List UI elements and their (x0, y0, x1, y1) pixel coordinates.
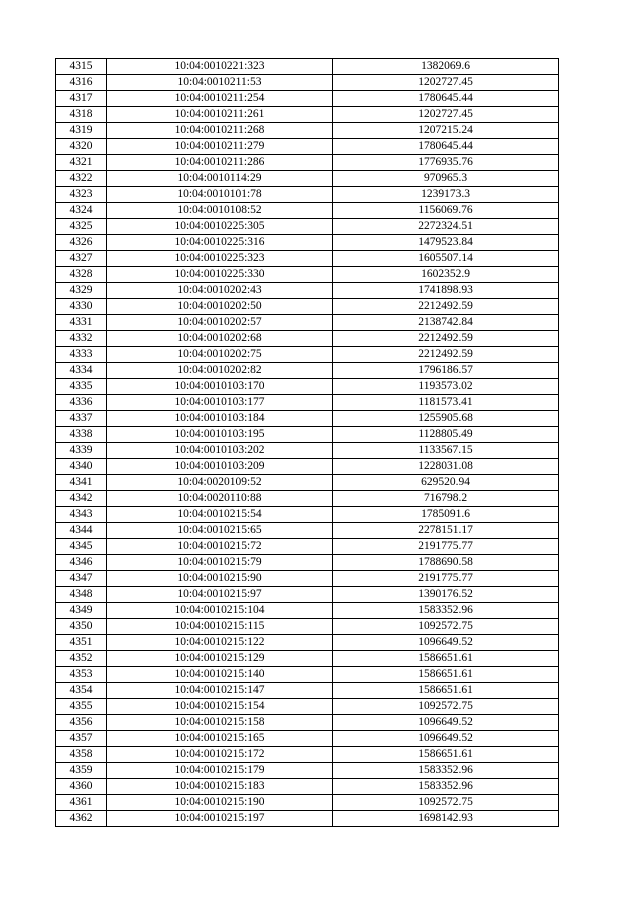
table-row (56, 347, 559, 363)
cadastral-number-cell: 10:04:0010211:279 (107, 139, 333, 155)
value-cell: 1092572.75 (333, 699, 559, 715)
value-cell: 2212492.59 (333, 299, 559, 315)
row-number-cell: 4317 (56, 91, 107, 107)
row-number-cell: 4349 (56, 603, 107, 619)
cadastral-number-cell: 10:04:0010215:179 (107, 763, 333, 779)
table-row (56, 763, 559, 779)
table-row (56, 667, 559, 683)
row-number-cell: 4319 (56, 123, 107, 139)
table-body (56, 59, 559, 827)
table-row (56, 59, 559, 75)
value-cell: 2138742.84 (333, 315, 559, 331)
value-cell: 1390176.52 (333, 587, 559, 603)
row-number-cell: 4333 (56, 347, 107, 363)
row-number-cell: 4345 (56, 539, 107, 555)
value-cell: 2272324.51 (333, 219, 559, 235)
value-cell: 1788690.58 (333, 555, 559, 571)
cadastral-number-cell: 10:04:0010221:323 (107, 59, 333, 75)
cadastral-number-cell: 10:04:0010211:254 (107, 91, 333, 107)
row-number-cell: 4362 (56, 811, 107, 827)
table-row (56, 155, 559, 171)
table-row (56, 779, 559, 795)
value-cell: 1133567.15 (333, 443, 559, 459)
value-cell: 1479523.84 (333, 235, 559, 251)
table-row (56, 187, 559, 203)
row-number-cell: 4329 (56, 283, 107, 299)
table-row (56, 619, 559, 635)
table-row (56, 603, 559, 619)
row-number-cell: 4354 (56, 683, 107, 699)
row-number-cell: 4326 (56, 235, 107, 251)
row-number-cell: 4347 (56, 571, 107, 587)
cadastral-number-cell: 10:04:0010215:183 (107, 779, 333, 795)
row-number-cell: 4360 (56, 779, 107, 795)
table-row (56, 651, 559, 667)
table-row (56, 699, 559, 715)
cadastral-number-cell: 10:04:0010101:78 (107, 187, 333, 203)
cadastral-number-cell: 10:04:0010215:115 (107, 619, 333, 635)
table-row (56, 363, 559, 379)
table-row (56, 459, 559, 475)
table-row (56, 731, 559, 747)
row-number-cell: 4336 (56, 395, 107, 411)
value-cell: 1586651.61 (333, 667, 559, 683)
table-row (56, 283, 559, 299)
value-cell: 1605507.14 (333, 251, 559, 267)
value-cell: 1785091.6 (333, 507, 559, 523)
row-number-cell: 4335 (56, 379, 107, 395)
row-number-cell: 4328 (56, 267, 107, 283)
row-number-cell: 4321 (56, 155, 107, 171)
table-row (56, 427, 559, 443)
table-row (56, 715, 559, 731)
row-number-cell: 4338 (56, 427, 107, 443)
value-cell: 1382069.6 (333, 59, 559, 75)
value-cell: 1586651.61 (333, 747, 559, 763)
value-cell: 1096649.52 (333, 635, 559, 651)
value-cell: 1228031.08 (333, 459, 559, 475)
data-table (55, 58, 559, 827)
row-number-cell: 4315 (56, 59, 107, 75)
table-row (56, 299, 559, 315)
row-number-cell: 4334 (56, 363, 107, 379)
value-cell: 2278151.17 (333, 523, 559, 539)
value-cell: 1780645.44 (333, 139, 559, 155)
row-number-cell: 4340 (56, 459, 107, 475)
table-row (56, 395, 559, 411)
value-cell: 1207215.24 (333, 123, 559, 139)
row-number-cell: 4346 (56, 555, 107, 571)
cadastral-number-cell: 10:04:0010211:268 (107, 123, 333, 139)
row-number-cell: 4323 (56, 187, 107, 203)
row-number-cell: 4331 (56, 315, 107, 331)
table-row (56, 123, 559, 139)
cadastral-number-cell: 10:04:0010103:184 (107, 411, 333, 427)
table-row (56, 571, 559, 587)
value-cell: 1586651.61 (333, 683, 559, 699)
row-number-cell: 4348 (56, 587, 107, 603)
value-cell: 1602352.9 (333, 267, 559, 283)
cadastral-number-cell: 10:04:0010202:50 (107, 299, 333, 315)
table-row (56, 443, 559, 459)
table-row (56, 379, 559, 395)
value-cell: 1776935.76 (333, 155, 559, 171)
cadastral-number-cell: 10:04:0010215:79 (107, 555, 333, 571)
row-number-cell: 4341 (56, 475, 107, 491)
table-row (56, 315, 559, 331)
table-row (56, 683, 559, 699)
table-row (56, 635, 559, 651)
value-cell: 1202727.45 (333, 107, 559, 123)
cadastral-number-cell: 10:04:0010225:330 (107, 267, 333, 283)
value-cell: 1239173.3 (333, 187, 559, 203)
value-cell: 1193573.02 (333, 379, 559, 395)
value-cell: 2191775.77 (333, 539, 559, 555)
cadastral-number-cell: 10:04:0010215:147 (107, 683, 333, 699)
cadastral-number-cell: 10:04:0010215:97 (107, 587, 333, 603)
value-cell: 1586651.61 (333, 651, 559, 667)
value-cell: 2212492.59 (333, 331, 559, 347)
row-number-cell: 4324 (56, 203, 107, 219)
table-row (56, 139, 559, 155)
table-row (56, 267, 559, 283)
table-row (56, 235, 559, 251)
table-row (56, 811, 559, 827)
value-cell: 1583352.96 (333, 603, 559, 619)
table-row (56, 75, 559, 91)
table-row (56, 523, 559, 539)
cadastral-number-cell: 10:04:0010103:170 (107, 379, 333, 395)
cadastral-number-cell: 10:04:0010215:158 (107, 715, 333, 731)
value-cell: 970965.3 (333, 171, 559, 187)
cadastral-number-cell: 10:04:0010215:140 (107, 667, 333, 683)
cadastral-number-cell: 10:04:0010103:209 (107, 459, 333, 475)
table-row (56, 539, 559, 555)
table-row (56, 555, 559, 571)
table-row (56, 411, 559, 427)
row-number-cell: 4332 (56, 331, 107, 347)
table-row (56, 747, 559, 763)
cadastral-number-cell: 10:04:0010202:57 (107, 315, 333, 331)
cadastral-number-cell: 10:04:0010215:154 (107, 699, 333, 715)
cadastral-number-cell: 10:04:0010225:316 (107, 235, 333, 251)
cadastral-number-cell: 10:04:0010215:104 (107, 603, 333, 619)
row-number-cell: 4343 (56, 507, 107, 523)
table-row (56, 91, 559, 107)
value-cell: 1096649.52 (333, 731, 559, 747)
row-number-cell: 4316 (56, 75, 107, 91)
cadastral-number-cell: 10:04:0010202:68 (107, 331, 333, 347)
table-row (56, 507, 559, 523)
row-number-cell: 4322 (56, 171, 107, 187)
value-cell: 1181573.41 (333, 395, 559, 411)
value-cell: 1583352.96 (333, 763, 559, 779)
cadastral-number-cell: 10:04:0010103:202 (107, 443, 333, 459)
value-cell: 2191775.77 (333, 571, 559, 587)
value-cell: 1092572.75 (333, 619, 559, 635)
cadastral-number-cell: 10:04:0010215:129 (107, 651, 333, 667)
cadastral-number-cell: 10:04:0010215:165 (107, 731, 333, 747)
cadastral-number-cell: 10:04:0010202:75 (107, 347, 333, 363)
cadastral-number-cell: 10:04:0010215:54 (107, 507, 333, 523)
row-number-cell: 4352 (56, 651, 107, 667)
cadastral-number-cell: 10:04:0010215:197 (107, 811, 333, 827)
row-number-cell: 4339 (56, 443, 107, 459)
cadastral-number-cell: 10:04:0010103:177 (107, 395, 333, 411)
table-row (56, 795, 559, 811)
value-cell: 1156069.76 (333, 203, 559, 219)
row-number-cell: 4337 (56, 411, 107, 427)
row-number-cell: 4344 (56, 523, 107, 539)
cadastral-number-cell: 10:04:0010225:323 (107, 251, 333, 267)
table-row (56, 331, 559, 347)
table-row (56, 171, 559, 187)
table-row (56, 203, 559, 219)
row-number-cell: 4356 (56, 715, 107, 731)
row-number-cell: 4351 (56, 635, 107, 651)
value-cell: 716798.2 (333, 491, 559, 507)
cadastral-number-cell: 10:04:0010103:195 (107, 427, 333, 443)
table-row (56, 219, 559, 235)
row-number-cell: 4330 (56, 299, 107, 315)
row-number-cell: 4353 (56, 667, 107, 683)
cadastral-number-cell: 10:04:0010114:29 (107, 171, 333, 187)
row-number-cell: 4357 (56, 731, 107, 747)
table-row (56, 587, 559, 603)
table-row (56, 107, 559, 123)
cadastral-number-cell: 10:04:0010215:190 (107, 795, 333, 811)
value-cell: 1128805.49 (333, 427, 559, 443)
value-cell: 1202727.45 (333, 75, 559, 91)
row-number-cell: 4325 (56, 219, 107, 235)
value-cell: 1092572.75 (333, 795, 559, 811)
row-number-cell: 4355 (56, 699, 107, 715)
row-number-cell: 4327 (56, 251, 107, 267)
cadastral-number-cell: 10:04:0020109:52 (107, 475, 333, 491)
cadastral-number-cell: 10:04:0010211:286 (107, 155, 333, 171)
value-cell: 1096649.52 (333, 715, 559, 731)
row-number-cell: 4359 (56, 763, 107, 779)
cadastral-number-cell: 10:04:0010215:122 (107, 635, 333, 651)
row-number-cell: 4358 (56, 747, 107, 763)
cadastral-number-cell: 10:04:0020110:88 (107, 491, 333, 507)
value-cell: 1583352.96 (333, 779, 559, 795)
cadastral-number-cell: 10:04:0010108:52 (107, 203, 333, 219)
table-row (56, 491, 559, 507)
cadastral-number-cell: 10:04:0010215:90 (107, 571, 333, 587)
value-cell: 629520.94 (333, 475, 559, 491)
cadastral-number-cell: 10:04:0010202:82 (107, 363, 333, 379)
value-cell: 1741898.93 (333, 283, 559, 299)
value-cell: 1698142.93 (333, 811, 559, 827)
row-number-cell: 4361 (56, 795, 107, 811)
value-cell: 1780645.44 (333, 91, 559, 107)
row-number-cell: 4342 (56, 491, 107, 507)
value-cell: 2212492.59 (333, 347, 559, 363)
row-number-cell: 4318 (56, 107, 107, 123)
value-cell: 1255905.68 (333, 411, 559, 427)
cadastral-number-cell: 10:04:0010225:305 (107, 219, 333, 235)
row-number-cell: 4350 (56, 619, 107, 635)
table-row (56, 475, 559, 491)
cadastral-number-cell: 10:04:0010215:172 (107, 747, 333, 763)
cadastral-number-cell: 10:04:0010211:53 (107, 75, 333, 91)
cadastral-number-cell: 10:04:0010211:261 (107, 107, 333, 123)
cadastral-number-cell: 10:04:0010215:72 (107, 539, 333, 555)
value-cell: 1796186.57 (333, 363, 559, 379)
table-row (56, 251, 559, 267)
row-number-cell: 4320 (56, 139, 107, 155)
cadastral-number-cell: 10:04:0010202:43 (107, 283, 333, 299)
cadastral-number-cell: 10:04:0010215:65 (107, 523, 333, 539)
